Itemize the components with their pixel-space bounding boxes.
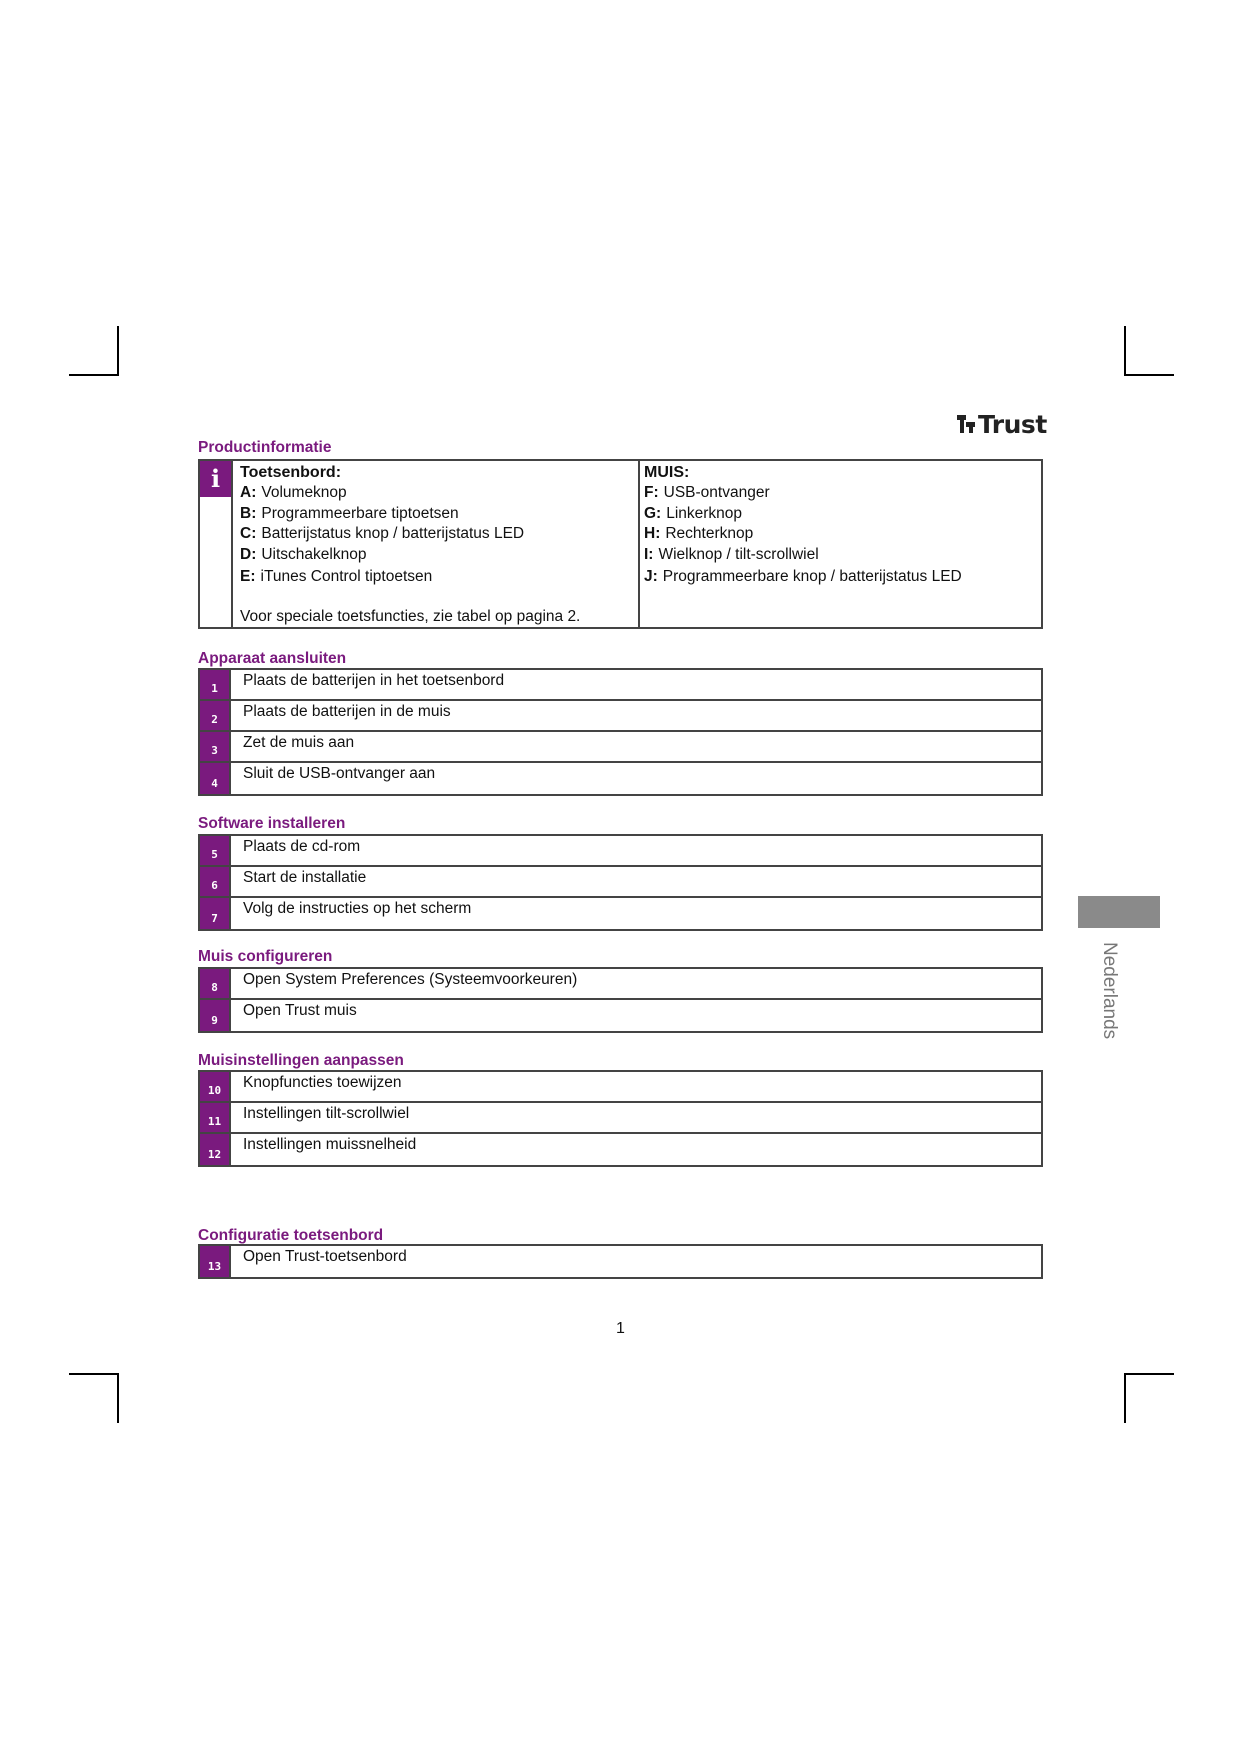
step-label: Open Trust-toetsenbord xyxy=(243,1248,407,1265)
step-row xyxy=(200,732,1041,763)
section-heading-productinformatie: Productinformatie xyxy=(198,439,332,456)
mouse-item: H: Rechterknop xyxy=(644,525,754,542)
step-label: Instellingen muissnelheid xyxy=(243,1136,417,1153)
step-number: 1 xyxy=(200,670,231,699)
page-number: 1 xyxy=(616,1320,625,1337)
keyboard-item: B: Programmeerbare tiptoetsen xyxy=(240,504,459,522)
keyboard-item: D: Uitschakelknop xyxy=(240,545,367,563)
steps-table-software-installeren xyxy=(198,834,1043,931)
step-number: 3 xyxy=(200,732,231,761)
mouse-item: I: Wielknop / tilt-scrollwiel xyxy=(644,545,819,563)
language-side-tab xyxy=(1078,896,1160,928)
brand-name: Trust xyxy=(978,410,1047,439)
section-heading-muisinstellingen-aanpassen: Muisinstellingen aanpassen xyxy=(198,1052,404,1069)
step-row xyxy=(200,1134,1041,1165)
mouse-item: J: Programmeerbare knop / batterijstatus LED xyxy=(644,568,962,585)
section-heading-software-installeren: Software installeren xyxy=(198,815,346,832)
step-label: Instellingen tilt-scrollwiel xyxy=(243,1105,410,1122)
step-number: 2 xyxy=(200,701,231,730)
steps-table-muis-configureren xyxy=(198,967,1043,1033)
keyboard-item: E: iTunes Control tiptoetsen xyxy=(240,568,433,585)
step-label: Knopfuncties toewijzen xyxy=(243,1074,402,1091)
step-row xyxy=(200,670,1041,701)
step-row xyxy=(200,701,1041,732)
steps-table-configuratie-toetsenbord xyxy=(198,1244,1043,1279)
step-row xyxy=(200,969,1041,1000)
keyboard-title: Toetsenbord: xyxy=(240,464,342,481)
info-icon: i xyxy=(200,461,231,497)
step-label: Zet de muis aan xyxy=(243,734,355,751)
step-number: 6 xyxy=(200,867,231,896)
step-row xyxy=(200,1103,1041,1134)
step-row xyxy=(200,763,1041,794)
step-number: 13 xyxy=(200,1246,231,1277)
section-heading-apparaat-aansluiten: Apparaat aansluiten xyxy=(198,650,347,667)
step-row xyxy=(200,1000,1041,1031)
step-label: Plaats de batterijen in de muis xyxy=(243,703,451,720)
step-number: 4 xyxy=(200,763,231,794)
step-number: 8 xyxy=(200,969,231,998)
step-label: Sluit de USB-ontvanger aan xyxy=(243,765,436,782)
step-number: 10 xyxy=(200,1072,231,1101)
trust-logo-icon xyxy=(957,410,977,439)
step-label: Open Trust muis xyxy=(243,1002,357,1019)
step-label: Plaats de batterijen in het toetsenbord xyxy=(243,672,505,689)
step-row xyxy=(200,898,1041,929)
info-icon-column xyxy=(200,461,233,627)
section-heading-muis-configureren: Muis configureren xyxy=(198,948,333,965)
step-label: Volg de instructies op het scherm xyxy=(243,900,472,917)
steps-table-apparaat-aansluiten xyxy=(198,668,1043,796)
mouse-title: MUIS: xyxy=(644,464,690,481)
steps-table-muisinstellingen-aanpassen xyxy=(198,1070,1043,1167)
step-row xyxy=(200,867,1041,898)
mouse-column xyxy=(644,461,1039,627)
product-info-table xyxy=(198,459,1043,629)
step-number: 7 xyxy=(200,898,231,929)
step-row xyxy=(200,1072,1041,1103)
keyboard-note: Voor speciale toetsfuncties, zie tabel op pagina 2. xyxy=(240,608,581,625)
step-label: Open System Preferences (Systeemvoorkeuren) xyxy=(243,971,578,988)
keyboard-item: A: Volumeknop xyxy=(240,484,347,501)
step-number: 9 xyxy=(200,1000,231,1031)
brand-logo xyxy=(957,410,1047,439)
step-label: Plaats de cd-rom xyxy=(243,838,361,855)
step-number: 11 xyxy=(200,1103,231,1132)
step-row xyxy=(200,1246,1041,1277)
step-label: Start de installatie xyxy=(243,869,367,886)
column-divider xyxy=(638,461,640,627)
step-number: 12 xyxy=(200,1134,231,1165)
section-heading-configuratie-toetsenbord: Configuratie toetsenbord xyxy=(198,1227,384,1244)
keyboard-column xyxy=(240,461,635,627)
mouse-item: F: USB-ontvanger xyxy=(644,484,770,501)
step-number: 5 xyxy=(200,836,231,865)
step-row xyxy=(200,836,1041,867)
keyboard-item: C: Batterijstatus knop / batterijstatus LED xyxy=(240,525,525,542)
mouse-item: G: Linkerknop xyxy=(644,504,743,522)
language-side-label: Nederlands xyxy=(1099,942,1120,1040)
